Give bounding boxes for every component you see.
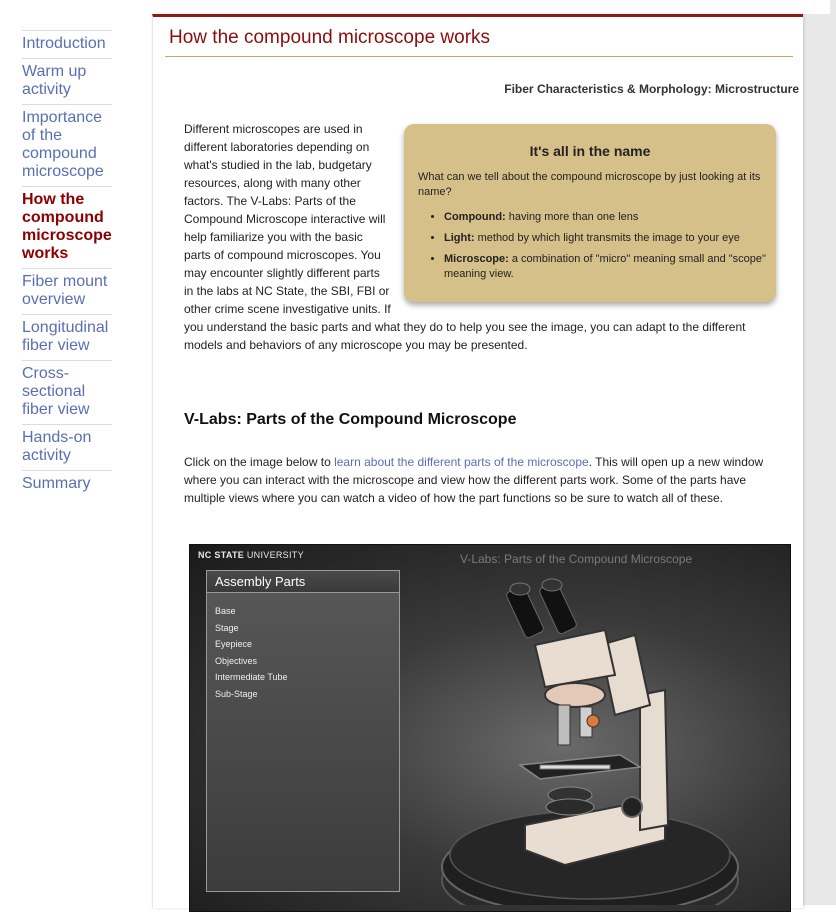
part-intermediate-tube[interactable]: Intermediate Tube (215, 672, 288, 682)
left-navigation-pane (0, 0, 152, 905)
callout-term: Light: (444, 232, 475, 244)
title-divider (165, 56, 793, 57)
vlabs-section-text (184, 453, 784, 507)
callout-item (444, 210, 776, 225)
callout-item (444, 231, 776, 246)
callout-definition: a combination of "micro" meaning small and "scope" meaning view. (444, 253, 766, 280)
breadcrumb: Fiber Characteristics & Morphology: Microstructure (504, 82, 799, 96)
nav-item-warm-up-activity[interactable]: Warm up activity (22, 58, 112, 104)
assembly-parts-header: Assembly Parts (207, 571, 399, 593)
callout-title: It's all in the name (529, 143, 651, 159)
microscope-illustration (440, 575, 760, 905)
part-stage[interactable]: Stage (215, 622, 239, 633)
intro-section (184, 120, 784, 354)
nav-item-introduction[interactable]: Introduction (22, 30, 112, 58)
vlabs-title: V-Labs: Parts of the Compound Microscope (460, 552, 693, 566)
nav-item-longitudinal-fiber-view[interactable]: Longitudinal fiber view (22, 314, 112, 360)
nav-item-hands-on-activity[interactable]: Hands-on activity (22, 424, 112, 470)
nav-item-fiber-mount-overview[interactable]: Fiber mount overview (22, 268, 112, 314)
vlabs-microscope-image[interactable] (189, 544, 791, 912)
vlabs-text-after-link: . This will open up a new window where you can interact with the microscope and view how the different parts work. Some of the parts have multiple views where you can watch a video of how the part functions so be sure to watch all of these. (184, 455, 764, 505)
name-callout-box (404, 124, 776, 302)
brand-rest: UNIVERSITY (244, 550, 304, 560)
assembly-parts-list (207, 603, 399, 702)
part-base[interactable]: Base (215, 606, 236, 616)
intro-paragraph: Different microscopes are used in different laboratories depending on what's studied in the lab, budgetary resources, along with many other factors. The V-Labs: Parts of the Compound Microscope interactive will help familiarize you with the basic parts of compound microscopes. You may encounter slightly different parts in the labs at NC State, the SBI, FBI or other crime scene investigative units. If you understand the basic parts and what they do to help you see the image, you can adapt to the different models and behaviors of any microscope you may be presented. (184, 122, 746, 352)
vlabs-text-before-link: Click on the image below to (184, 455, 335, 469)
callout-item (444, 252, 776, 282)
brand-bold: NC STATE (198, 550, 245, 560)
right-scroll-strip (802, 0, 836, 905)
callout-definition: having more than one lens (505, 211, 639, 223)
callout-term: Compound: (444, 211, 506, 223)
ncsu-brand-logo (198, 550, 304, 560)
vlabs-section-heading: V-Labs: Parts of the Compound Microscope (184, 411, 517, 428)
callout-list (404, 210, 776, 282)
part-sub-stage[interactable]: Sub-Stage (215, 688, 258, 699)
page-title: How the compound microscope works (169, 27, 491, 48)
nav-item-summary[interactable]: Summary (22, 470, 112, 498)
assembly-parts-panel (206, 570, 400, 892)
strip-top-gap (802, 0, 830, 14)
callout-question: What can we tell about the compound microscope by just looking at its name? (418, 171, 761, 198)
parts-of-microscope-link[interactable]: learn about the different parts of the microscope (334, 455, 589, 469)
part-objectives[interactable]: Objectives (215, 655, 258, 666)
nav-item-how-it-works[interactable]: How the compound microscope works (22, 186, 112, 268)
nav-item-cross-sectional-fiber-view[interactable]: Cross-sectional fiber view (22, 360, 112, 424)
main-content-panel (152, 14, 803, 908)
section-nav (22, 30, 112, 498)
part-eyepiece[interactable]: Eyepiece (215, 639, 253, 649)
callout-term: Microscope: (444, 253, 509, 265)
callout-definition: method by which light transmits the image to your eye (474, 232, 740, 244)
nav-item-importance[interactable]: Importance of the compound microscope (22, 104, 112, 186)
